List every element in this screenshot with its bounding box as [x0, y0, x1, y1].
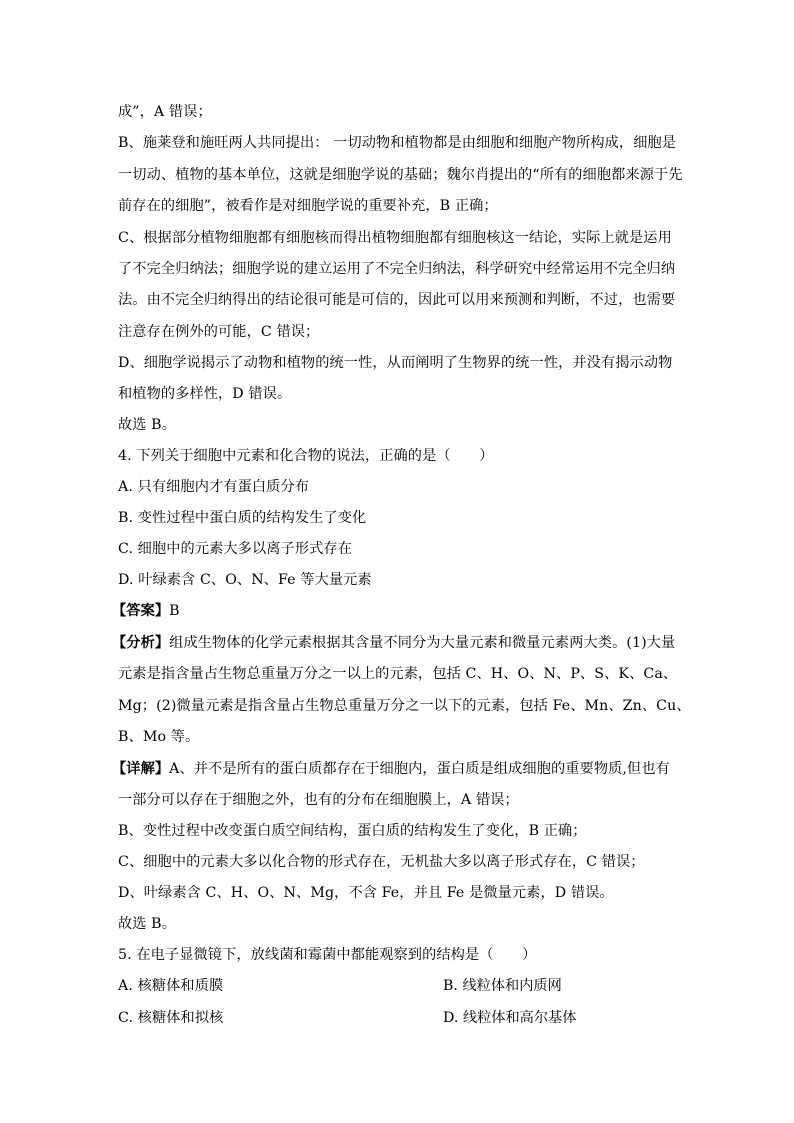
q4-analysis-line: B、Mo 等。 [118, 729, 200, 745]
q3-option-c-line: 注意存在例外的可能，C 错误； [118, 324, 320, 340]
q3-option-d-line: 和植物的多样性，D 错误。 [118, 386, 292, 402]
q4-analysis-line: Mg；(2)微量元素是指含量占生物总重量万分之一以下的元素，包括 Fe、Mn、Zn、Cu、 [118, 698, 691, 714]
q5-option-c: C. 核糖体和拟核 [118, 1010, 224, 1026]
q4-detail-line: C、细胞中的元素大多以化合物的形式存在，无机盐大多以离子形式存在，C 错误； [118, 854, 645, 870]
q5-stem: 5. 在电子显微镜下，放线菌和霉菌中都能观察到的结构是（ ） [118, 947, 537, 963]
q3-option-c-line: 法。由不完全归纳得出的结论很可能是可信的，因此可以用来预测和判断，不过，也需要 [118, 292, 676, 308]
q3-text-line: 成”，A 错误； [118, 104, 212, 120]
q5-option-d: D. 线粒体和高尔基体 [443, 1010, 577, 1026]
q4-option-c: C. 细胞中的元素大多以离子形式存在 [118, 541, 352, 557]
q4-choice: 故选 B。 [118, 916, 176, 932]
q3-option-b-line: 一切动、植物的基本单位，这就是细胞学说的基础；魏尔肖提出的“所有的细胞都来源于先 [118, 167, 683, 183]
q4-option-a: A. 只有细胞内才有蛋白质分布 [118, 479, 310, 495]
q4-stem: 4. 下列关于细胞中元素和化合物的说法，正确的是（ ） [118, 448, 494, 464]
q4-answer [112, 602, 180, 620]
answer-value: B [169, 603, 180, 619]
q4-analysis-line: 元素是指含量占生物总重量万分之一以上的元素，包括 C、H、O、N、P、S、K、Ca、 [118, 666, 678, 682]
q4-analysis-line [112, 634, 675, 652]
q4-detail-line: D、叶绿素含 C、H、O、N、Mg，不含 Fe，并且 Fe 是微量元素，D 错误。 [118, 885, 614, 901]
detail-text: A、并不是所有的蛋白质都存在于细胞内，蛋白质是组成细胞的重要物质,但也有 [169, 761, 670, 777]
q5-option-a: A. 核糖体和质膜 [118, 978, 224, 994]
analysis-text: 组成生物体的化学元素根据其含量不同分为大量元素和微量元素两大类。(1)大量 [169, 635, 676, 651]
q3-choice: 故选 B。 [118, 417, 176, 433]
q4-detail-line: 一部分可以存在于细胞之外，也有的分布在细胞膜上，A 错误； [118, 792, 519, 808]
q4-detail-line: B、变性过程中改变蛋白质空间结构，蛋白质的结构发生了变化，B 正确； [118, 823, 587, 839]
q3-option-c-line: 了不完全归纳法；细胞学说的建立运用了不完全归纳法，科学研究中经常运用不完全归纳 [118, 261, 676, 277]
q3-option-c-line: C、根据部分植物细胞都有细胞核而得出植物细胞都有细胞核这一结论，实际上就是运用 [118, 230, 672, 246]
q4-option-b: B. 变性过程中蛋白质的结构发生了变化 [118, 510, 367, 526]
q3-option-d-line: D、细胞学说揭示了动物和植物的统一性，从而阐明了生物界的统一性，并没有揭示动物 [118, 355, 673, 371]
q4-detail-line [112, 760, 670, 778]
q3-option-b-line: B、施莱登和施旺两人共同提出： 一切动物和植物都是由细胞和细胞产物所构成，细胞是 [118, 135, 677, 151]
detail-label: 【详解】 [112, 761, 170, 777]
answer-label: 【答案】 [112, 603, 170, 619]
q5-option-b: B. 线粒体和内质网 [443, 978, 562, 994]
q4-option-d: D. 叶绿素含 C、O、N、Fe 等大量元素 [118, 572, 372, 588]
q3-option-b-line: 前存在的细胞”，被看作是对细胞学说的重要补充，B 正确； [118, 198, 498, 214]
analysis-label: 【分析】 [112, 635, 170, 651]
